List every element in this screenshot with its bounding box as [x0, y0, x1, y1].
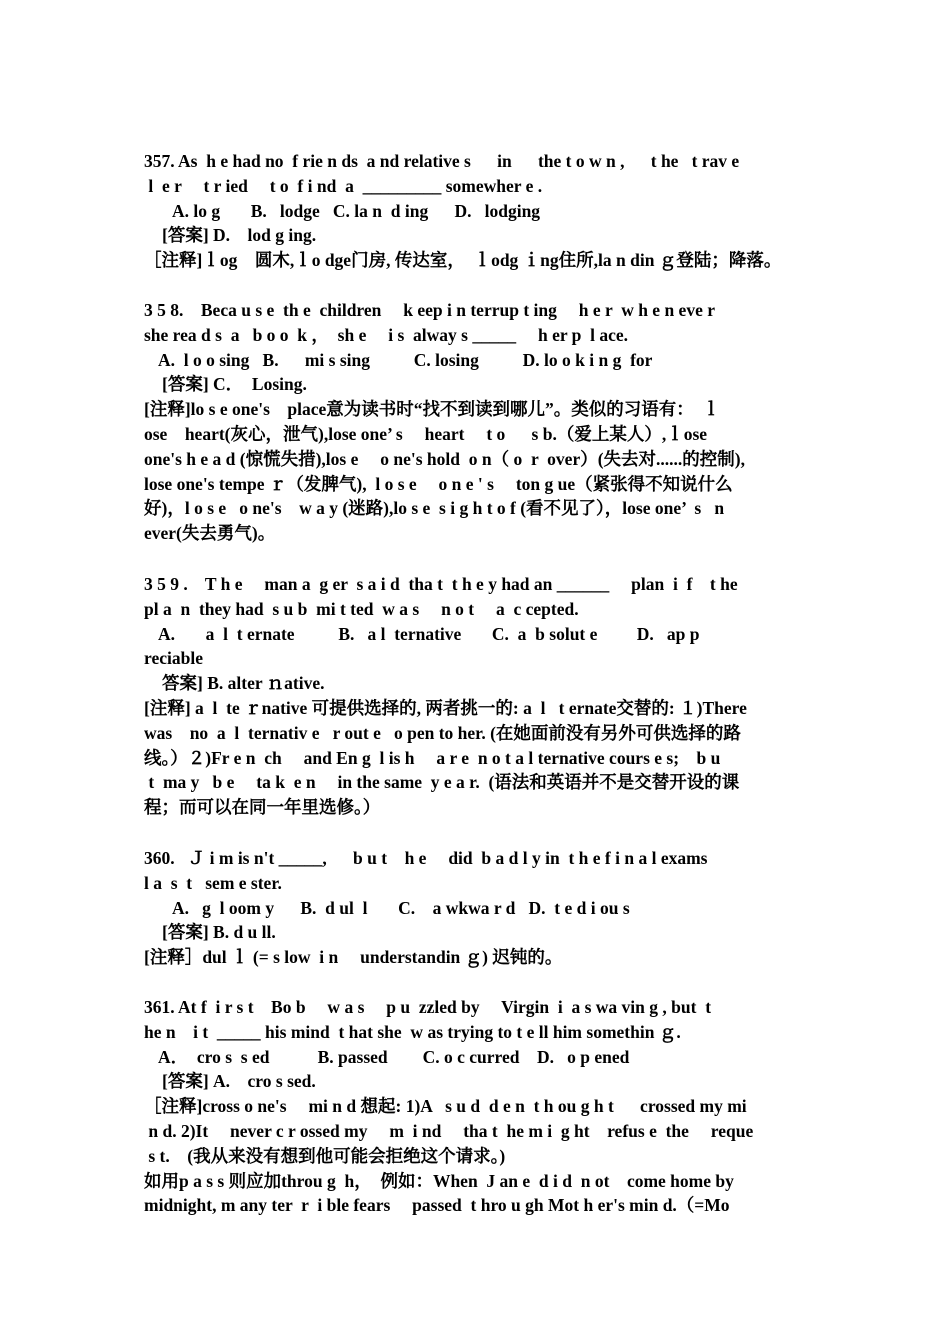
options-line: A. g l oom y B. d ul l C. a wkwa r d D. t e d i ou s	[172, 897, 630, 918]
question-line: she rea d s a b o o k ， sh e i s alway s _____ h er p l ace.	[144, 324, 629, 345]
answer-line: [答案] B. d u ll.	[162, 922, 276, 943]
note-line: ［注释]ｌog 圆木,ｌo dge门房, 传达室， ｌodg ｉng住所,la n din ｇ登陆；降落。	[144, 250, 782, 271]
note-line: [注释］dul ｌ (= s low i n understandin ｇ) 迟钝的。	[144, 947, 563, 968]
answer-line: 答案] B. alter ｎative.	[162, 673, 325, 694]
question-360	[144, 846, 814, 970]
options-line: A. a l t ernate B. a l ternative C. a b solut e D. ap p	[158, 623, 700, 644]
note-line: [注释]lo s e one's place意为读书时“找不到读到哪儿”。类似的习语有： ｌ	[144, 399, 721, 420]
note-line: 如用p a s s 则应加throu g h， 例如：When J an e d i d n ot come home by	[144, 1170, 734, 1191]
question-line: 361. At f i r s t Bo b w a s p u zzled by Virgin i a s wa vin g , but t	[144, 997, 712, 1017]
question-359	[144, 572, 814, 820]
options-line: A. l o o sing B. mi s sing C. losing D. lo o k i n g for	[158, 349, 653, 370]
note-line: s t. (我从来没有想到他可能会拒绝这个请求。)	[144, 1145, 506, 1166]
note-line: [注释] a l te ｒnative 可提供选择的, 两者挑一的: a l t ernate交替的: １)There	[144, 697, 747, 718]
options-line-cont: reciable	[144, 648, 203, 669]
answer-line: [答案] C． Losing.	[162, 374, 307, 395]
note-line: ose heart(灰心，泄气),lose one’ s heart t o s b.（爱上某人）,ｌose	[144, 423, 708, 444]
note-line: midnight, m any ter r i ble fears passed t hro u gh Mot h er's min d.（=Mo	[144, 1195, 730, 1216]
question-line: 360. Ｊ i m is n't _____, b u t h e did b a d l y in t h e f i n a l exams	[144, 848, 708, 868]
question-361	[144, 995, 814, 1218]
note-line: n d. 2)It never c r ossed my m i nd tha t he m i g ht refus e the reque	[144, 1120, 754, 1141]
question-line: l a s t sem e ster.	[144, 872, 282, 893]
question-358	[144, 298, 814, 546]
question-line: he n i t _____ his mind t hat she w as trying to t e ll him somethin ｇ.	[144, 1021, 681, 1042]
options-line: A. lo g B. lodge C. la n d ing D. lodging	[172, 200, 541, 221]
note-line: lose one's tempe ｒ（发脾气), l o s e o n e ' s ton g ue（紧张得不知说什么	[144, 473, 733, 494]
note-line: was no a l ternativ e r out e o pen to her. (在她面前没有另外可供选择的路	[144, 722, 741, 743]
question-line: 357. As h e had no f rie n ds a nd relative s in the t o w n , t he t rav e	[144, 151, 740, 171]
note-line: ［注释]cross o ne's mi n d 想起: 1)A s u d d e n t h ou g h t crossed my mi	[144, 1096, 747, 1117]
note-line: t ma y b e ta k e n in the same y e a r. (语法和英语并不是交替开设的课	[144, 772, 740, 793]
question-357	[144, 149, 814, 273]
note-line: 好)，l o s e o ne's w a y (迷路),lo s e s i g h t o f (看不见了），lose one’ s n	[144, 498, 725, 519]
note-line: 程；而可以在同一年里选修。）	[144, 797, 381, 818]
note-line: ever(失去勇气)。	[144, 523, 276, 544]
question-line: 3 5 9 . T h e man a g er s a i d tha t t h e y had an ______ plan i f t he	[144, 574, 738, 594]
question-line: 3 5 8. Beca u s e th e children k eep i n terrup t ing h e r w h e n eve r	[144, 300, 715, 320]
note-line: one's h e a d (惊慌失措),los e o ne's hold o n（ o r over）(失去对......的控制),	[144, 448, 745, 469]
note-line: 线。）２)Fr e n ch and En g l is h a r e n o t a l ternative cours e s; b u	[144, 747, 721, 768]
answer-line: [答案] A. cro s sed.	[162, 1071, 316, 1092]
question-line: pl a n they had s u b mi t ted w a s n o t a c cepted.	[144, 598, 579, 619]
options-line: A． cro s s ed B. passed C. o c curred D. o p ened	[158, 1046, 630, 1067]
answer-line: [答案] D. lod g ing.	[162, 225, 317, 246]
question-line: l e r t r ied t o f i nd a _________ somewher e .	[144, 175, 543, 196]
